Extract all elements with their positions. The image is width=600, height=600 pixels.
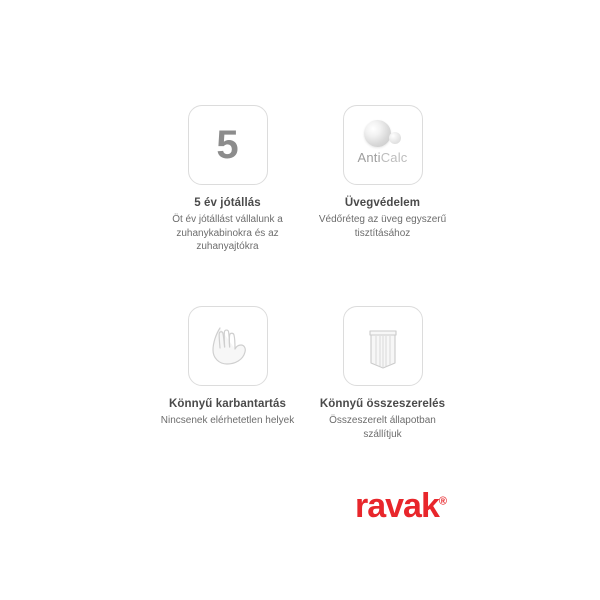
feature-assembly-desc: Összeszerelt állapotban szállítjuk [329,415,436,440]
hand-wipe-graphic [200,318,256,374]
feature-warranty [150,105,305,254]
ravak-logo-text: ravak [355,487,439,525]
assembled-cabin-graphic [356,318,410,374]
number-five-icon [188,105,268,185]
assembled-cabin-icon [343,306,423,386]
anticalc-anti-label: Anti [357,150,381,165]
feature-warranty-desc: Öt év jótállást vállalunk a zuhanykabinokra és az zuhanyajtókra [172,214,283,253]
anticalc-calc-label: Calc [380,150,408,165]
ravak-logo [355,487,446,526]
feature-grid [150,105,460,441]
feature-maintenance [150,306,305,428]
water-droplet-large-icon [364,120,391,147]
water-droplet-small-icon [389,132,401,144]
feature-assembly-title: Könnyű összeszerelés [319,397,446,410]
row-spacer [150,254,460,306]
anticalc-graphic [344,106,422,184]
feature-glass-protection [305,105,460,240]
hand-wipe-icon [188,306,268,386]
anticalc-wordmark [344,150,422,165]
number-five-label: 5 [216,123,239,167]
feature-row-top [150,105,460,254]
feature-row-bottom [150,306,460,441]
feature-warranty-title: 5 év jótállás [194,197,261,209]
feature-maintenance-title: Könnyű karbantartás [169,397,286,410]
feature-maintenance-desc: Nincsenek elérhetetlen helyek [160,415,295,427]
feature-glass-protection-desc: Védőréteg az üveg egyszerű tisztításához [318,214,447,239]
feature-assembly [305,306,460,441]
feature-glass-protection-title: Üvegvédelem [344,197,421,209]
anticalc-droplet-icon [343,105,423,185]
ravak-trademark: ® [438,495,446,508]
